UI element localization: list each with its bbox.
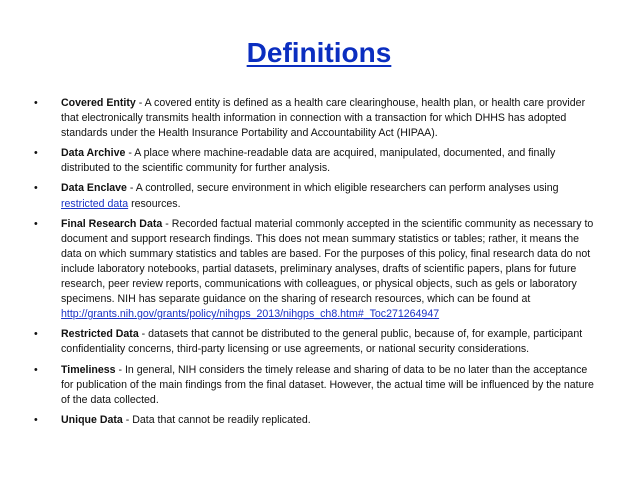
definition-text: - Recorded factual material commonly accepted in the scientific community as necessary to document and support research findings. This does not mean summary statistics or tables; rather, it means the data on which summary statistics and tables are based. For the purposes of this policy, final research data do not include laboratory notebooks, partial datasets, preliminary analyses, drafts of scientific papers, plans for future research, peer review reports, communications with colleagues, or physical objects, such as gels or laboratory specimens. NIH has separate guidance on the sharing of research resources, which can be found at [61,217,594,306]
definition-text: resources. [128,197,181,210]
definition-text: - datasets that cannot be distributed to the general public, because of, for example, participant confidentiality concerns, third-party licensing or use agreements, or national security considerations. [61,328,583,356]
bullet-glyph: • [34,363,38,376]
definition-text: - A covered entity is defined as a health care clearinghouse, health plan, or health care provider that electronically transmits health information in connection with a transaction for which DHHS has adopted standards under the Health Insurance Portability and Accountability Act (HIPAA). [61,97,586,140]
definition-text: - A controlled, secure environment in which eligible researchers can perform analyses using [126,182,559,195]
definition-text: - A place where machine-readable data are acquired, manipulated, documented, and finally distributed to the scientific community for further analysis. [61,147,556,175]
definition-text: - Data that cannot be readily replicated. [122,413,311,426]
bullet-glyph: • [34,328,38,341]
restricted-data-link[interactable]: restricted data [61,197,129,210]
definition-term: Unique Data [61,413,123,426]
definition-item-timeliness [34,363,594,408]
bullet-glyph: • [34,217,38,230]
definition-term: Restricted Data [61,328,139,341]
definition-term: Data Enclave [61,182,127,195]
definition-item-unique-data [34,413,594,428]
slide-title: Definitions [246,37,392,68]
definition-term: Final Research Data [61,217,163,230]
definition-term: Data Archive [61,147,126,160]
definitions-list [34,96,594,433]
definition-term: Covered Entity [61,97,136,109]
bullet-glyph: • [34,97,38,109]
definition-text: - In general, NIH considers the timely release and sharing of data to be no later than the acceptance for publication of the main findings from the final dataset. However, the actual time will be influenced by the nature of the data collected. [61,363,594,406]
definition-item-data-enclave [34,181,594,211]
nih-guidance-link[interactable]: http://grants.nih.gov/grants/policy/nihgps_2013/nihgps_ch8.htm#_Toc271264947 [61,308,440,321]
definition-item-data-archive [34,146,594,176]
bullet-glyph: • [34,413,38,426]
definition-item-final-research-data [34,217,594,323]
definition-term: Timeliness [61,363,116,376]
bullet-glyph: • [34,182,38,195]
definition-item-restricted-data [34,327,594,357]
bullet-glyph: • [34,147,38,160]
definition-item-covered-entity [34,96,594,141]
